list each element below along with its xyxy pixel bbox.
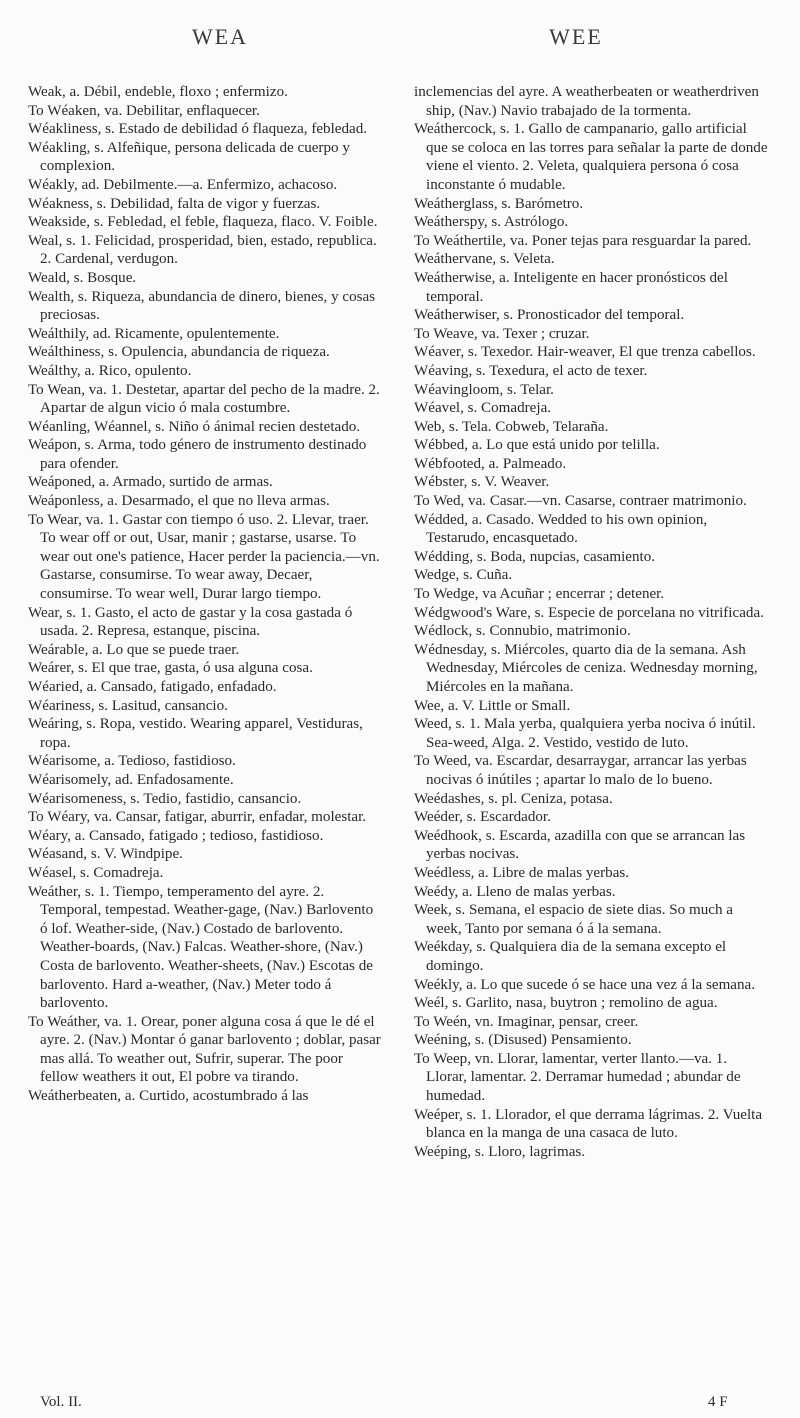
dictionary-entry: Weálthy, a. Rico, opulento.	[28, 362, 192, 379]
dictionary-entry: Wébfooted, a. Palmeado.	[414, 455, 567, 472]
dictionary-entry: Weédashes, s. pl. Ceniza, potasa.	[414, 790, 613, 807]
dictionary-entry: Wéakling, s. Alfeñique, persona delicada de cuerpo y complexion.	[28, 139, 350, 175]
dictionary-entry: Wéavingloom, s. Telar.	[414, 381, 554, 398]
dictionary-entry: Weél, s. Garlito, nasa, buytron ; remolino de agua.	[414, 995, 718, 1012]
dictionary-entry: To Wéary, va. Cansar, fatigar, aburrir, enfadar, molestar.	[28, 809, 367, 826]
dictionary-entry: To Weave, va. Texer ; cruzar.	[414, 325, 590, 342]
dictionary-entry: Weátherspy, s. Astrólogo.	[414, 214, 569, 231]
dictionary-entry: Wéasel, s. Comadreja.	[28, 864, 164, 881]
dictionary-entry: Weálthily, ad. Ricamente, opulentemente.	[28, 325, 280, 342]
dictionary-entry: Wéaried, a. Cansado, fatigado, enfadado.	[28, 679, 277, 695]
dictionary-entry: Wear, s. 1. Gasto, el acto de gastar y la cosa gastada ó usada. 2. Represa, estanque, piscina.	[28, 604, 353, 640]
dictionary-entry: Weáponed, a. Armado, surtido de armas.	[28, 474, 273, 491]
dictionary-entry: Wedge, s. Cuña.	[414, 567, 513, 584]
dictionary-entry: Weal, s. 1. Felicidad, prosperidad, bien, estado, republica. 2. Cardenal, verdugon.	[28, 232, 377, 268]
dictionary-entry: To Wed, va. Casar.—vn. Casarse, contraer matrimonio.	[414, 493, 747, 510]
running-header-right: WEE	[549, 24, 603, 49]
dictionary-entry: Wédding, s. Boda, nupcias, casamiento.	[414, 548, 656, 565]
dictionary-entry: Weakside, s. Febledad, el feble, flaqueza, flaco. V. Foible.	[28, 214, 378, 231]
dictionary-entry: To Weáthertile, va. Poner tejas para resguardar la pared.	[414, 232, 752, 249]
running-headers	[0, 0, 800, 70]
dictionary-entry: inclemencias del ayre. A weatherbeaten or weatherdriven ship, (Nav.) Navio trabajado de la tormenta.	[414, 84, 759, 119]
dictionary-entry: Weáring, s. Ropa, vestido. Wearing apparel, Vestiduras, ropa.	[28, 716, 363, 751]
dictionary-entry: Wébbed, a. Lo que está unido por telilla.	[414, 437, 660, 454]
dictionary-entry: Wéarisomely, ad. Enfadosamente.	[28, 771, 234, 788]
dictionary-entry: Wéarisome, a. Tedioso, fastidioso.	[28, 753, 236, 770]
dictionary-entry: Wéaving, s. Texedura, el acto de texer.	[414, 362, 648, 379]
dictionary-entry: To Weep, vn. Llorar, lamentar, verter llanto.—va. 1. Llorar, lamentar. 2. Derramar humedad ; abundar de humedad.	[414, 1050, 741, 1105]
dictionary-entry: To Wedge, va Acuñar ; encerrar ; detener.	[414, 586, 665, 603]
dictionary-entry: Wébster, s. V. Weaver.	[414, 474, 550, 491]
dictionary-entry: Wéarisomeness, s. Tedio, fastidio, cansancio.	[28, 790, 302, 807]
dictionary-entry: Weédy, a. Lleno de malas yerbas.	[414, 883, 616, 900]
volume-number: Vol. II.	[40, 1394, 82, 1410]
dictionary-entry: Weátherglass, s. Barómetro.	[414, 195, 584, 212]
dictionary-entry: Weárable, a. Lo que se puede traer.	[28, 641, 240, 658]
dictionary-entry: Wédnesday, s. Miércoles, quarto dia de la semana. Ash Wednesday, Miércoles de ceniza. Wednesday morning, Miércoles en la mañana.	[414, 641, 758, 695]
dictionary-entry: Weáthervane, s. Veleta.	[414, 251, 555, 268]
dictionary-entry: Weédless, a. Libre de malas yerbas.	[414, 864, 630, 881]
running-header-left: WEA	[191, 24, 249, 49]
dictionary-entry: Wéakly, ad. Debilmente.—a. Enfermizo, achacoso.	[28, 176, 338, 193]
dictionary-entry: Wealth, s. Riqueza, abundancia de dinero, bienes, y cosas preciosas.	[28, 288, 376, 324]
dictionary-entry: Weápon, s. Arma, todo género de instrumento destinado para ofender.	[28, 437, 367, 472]
dictionary-entry: To Wéaken, va. Debilitar, enflaquecer.	[28, 102, 260, 119]
dictionary-entry: Wéariness, s. Lasitud, cansancio.	[28, 697, 228, 714]
dictionary-entry: Weékday, s. Qualquiera dia de la semana excepto el domingo.	[414, 939, 727, 974]
dictionary-entry: Weátherwiser, s. Pronosticador del temporal.	[414, 307, 685, 324]
dictionary-entry: Wéakness, s. Debilidad, falta de vigor y fuerzas.	[28, 195, 321, 212]
dictionary-entry: Weálthiness, s. Opulencia, abundancia de riqueza.	[28, 344, 330, 361]
dictionary-entry: Wéakliness, s. Estado de debilidad ó flaqueza, febledad.	[28, 121, 368, 138]
dictionary-entry: Wéavel, s. Comadreja.	[414, 400, 552, 417]
dictionary-entry: Wédlock, s. Connubio, matrimonio.	[414, 623, 631, 640]
dictionary-entry: Wéaver, s. Texedor. Hair-weaver, El que trenza cabellos.	[414, 344, 756, 361]
dictionary-entry: Weédhook, s. Escarda, azadilla con que se arrancan las yerbas nocivas.	[414, 827, 746, 863]
dictionary-entry: To Weáther, va. 1. Orear, poner alguna cosa á que le dé el ayre. 2. (Nav.) Montar ó ganar barlovento ; doblar, pasar mas allá. To weather out, Sufrir, superar. The poor fellow weathers it out, El pobre va tirando.	[28, 1013, 381, 1086]
dictionary-entry: Weéder, s. Escardador.	[414, 809, 551, 826]
dictionary-entry: Weárer, s. El que trae, gasta, ó usa alguna cosa.	[28, 660, 313, 677]
dictionary-entry: Wee, a. V. Little or Small.	[414, 697, 571, 714]
dictionary-entry: Wéanling, Wéannel, s. Niño ó ánimal recien destetado.	[28, 418, 361, 435]
dictionary-entry: To Weed, va. Escardar, desarraygar, arrancar las yerbas nocivas ó inútiles ; apartar lo malo de lo bueno.	[414, 753, 747, 788]
dictionary-entry: Weed, s. 1. Mala yerba, qualquiera yerba nociva ó inútil. Sea-weed, Alga. 2. Vestido, vestido de luto.	[414, 716, 756, 751]
dictionary-entry: Wéary, a. Cansado, fatigado ; tedioso, fastidioso.	[28, 827, 324, 844]
left-column	[28, 83, 384, 1106]
dictionary-entry: Wédgwood's Ware, s. Especie de porcelana no vitrificada.	[414, 604, 764, 621]
dictionary-entry: Weékly, a. Lo que sucede ó se hace una vez á la semana.	[414, 976, 756, 993]
page-footer	[0, 1394, 800, 1414]
dictionary-entry: Weáthercock, s. 1. Gallo de campanario, gallo artificial que se coloca en las torres para señalar la parte de donde viene el viento. 2. Veleta, qualquiera persona ó cosa inconstante ó mudable.	[414, 121, 768, 193]
dictionary-entry: To Wear, va. 1. Gastar con tiempo ó uso. 2. Llevar, traer. To wear off or out, Usar, manir ; gastarse, usarse. To wear out one's patience, Hacer perder la paciencia.—vn. Gastarse, consumirse. To wear away, Decaer, consumirse. To wear well, Durar largo tiempo.	[28, 511, 380, 603]
dictionary-entry: Wéasand, s. V. Windpipe.	[28, 846, 183, 863]
dictionary-entry: Weátherbeaten, a. Curtido, acostumbrado á las	[28, 1088, 309, 1105]
dictionary-entry: Weéping, s. Lloro, lagrimas.	[414, 1143, 586, 1160]
dictionary-entry: Weátherwise, a. Inteligente en hacer pronósticos del temporal.	[414, 269, 728, 305]
dictionary-entry: Weéper, s. 1. Llorador, el que derrama lágrimas. 2. Vuelta blanca en la manga de una casaca de luto.	[414, 1106, 763, 1142]
dictionary-entry: Web, s. Tela. Cobweb, Telaraña.	[414, 418, 609, 435]
dictionary-entry: Weáther, s. 1. Tiempo, temperamento del ayre. 2. Temporal, tempestad. Weather-gage, (Nav.) Barlovento ó lof. Weather-side, (Nav.) Costado de barlovento. Weather-boards, (Nav.) Falcas. Weather-shore, (Nav.) Costa de barlovento. Weather-sheets, (Nav.) Escotas de barlovento. Hard a-weather, (Nav.) Meter todo á barlovento.	[28, 883, 374, 1012]
dictionary-entry: Weald, s. Bosque.	[28, 269, 137, 286]
dictionary-entry: Weak, a. Débil, endeble, floxo ; enfermizo.	[28, 84, 288, 100]
dictionary-entry: To Weén, vn. Imaginar, pensar, creer.	[414, 1013, 639, 1030]
signature-mark: 4 F	[708, 1394, 728, 1410]
dictionary-entry: Week, s. Semana, el espacio de siete dias. So much a week, Tanto por semana ó á la semana.	[414, 902, 734, 937]
right-column	[414, 83, 770, 1161]
dictionary-entry: Wédded, a. Casado. Wedded to his own opinion, Testarudo, encasquetado.	[414, 511, 708, 547]
dictionary-entry: To Wean, va. 1. Destetar, apartar del pecho de la madre. 2. Apartar de algun vicio ó mala costumbre.	[28, 381, 380, 417]
dictionary-entry: Weéning, s. (Disused) Pensamiento.	[414, 1032, 632, 1049]
dictionary-entry: Weáponless, a. Desarmado, el que no lleva armas.	[28, 493, 330, 510]
